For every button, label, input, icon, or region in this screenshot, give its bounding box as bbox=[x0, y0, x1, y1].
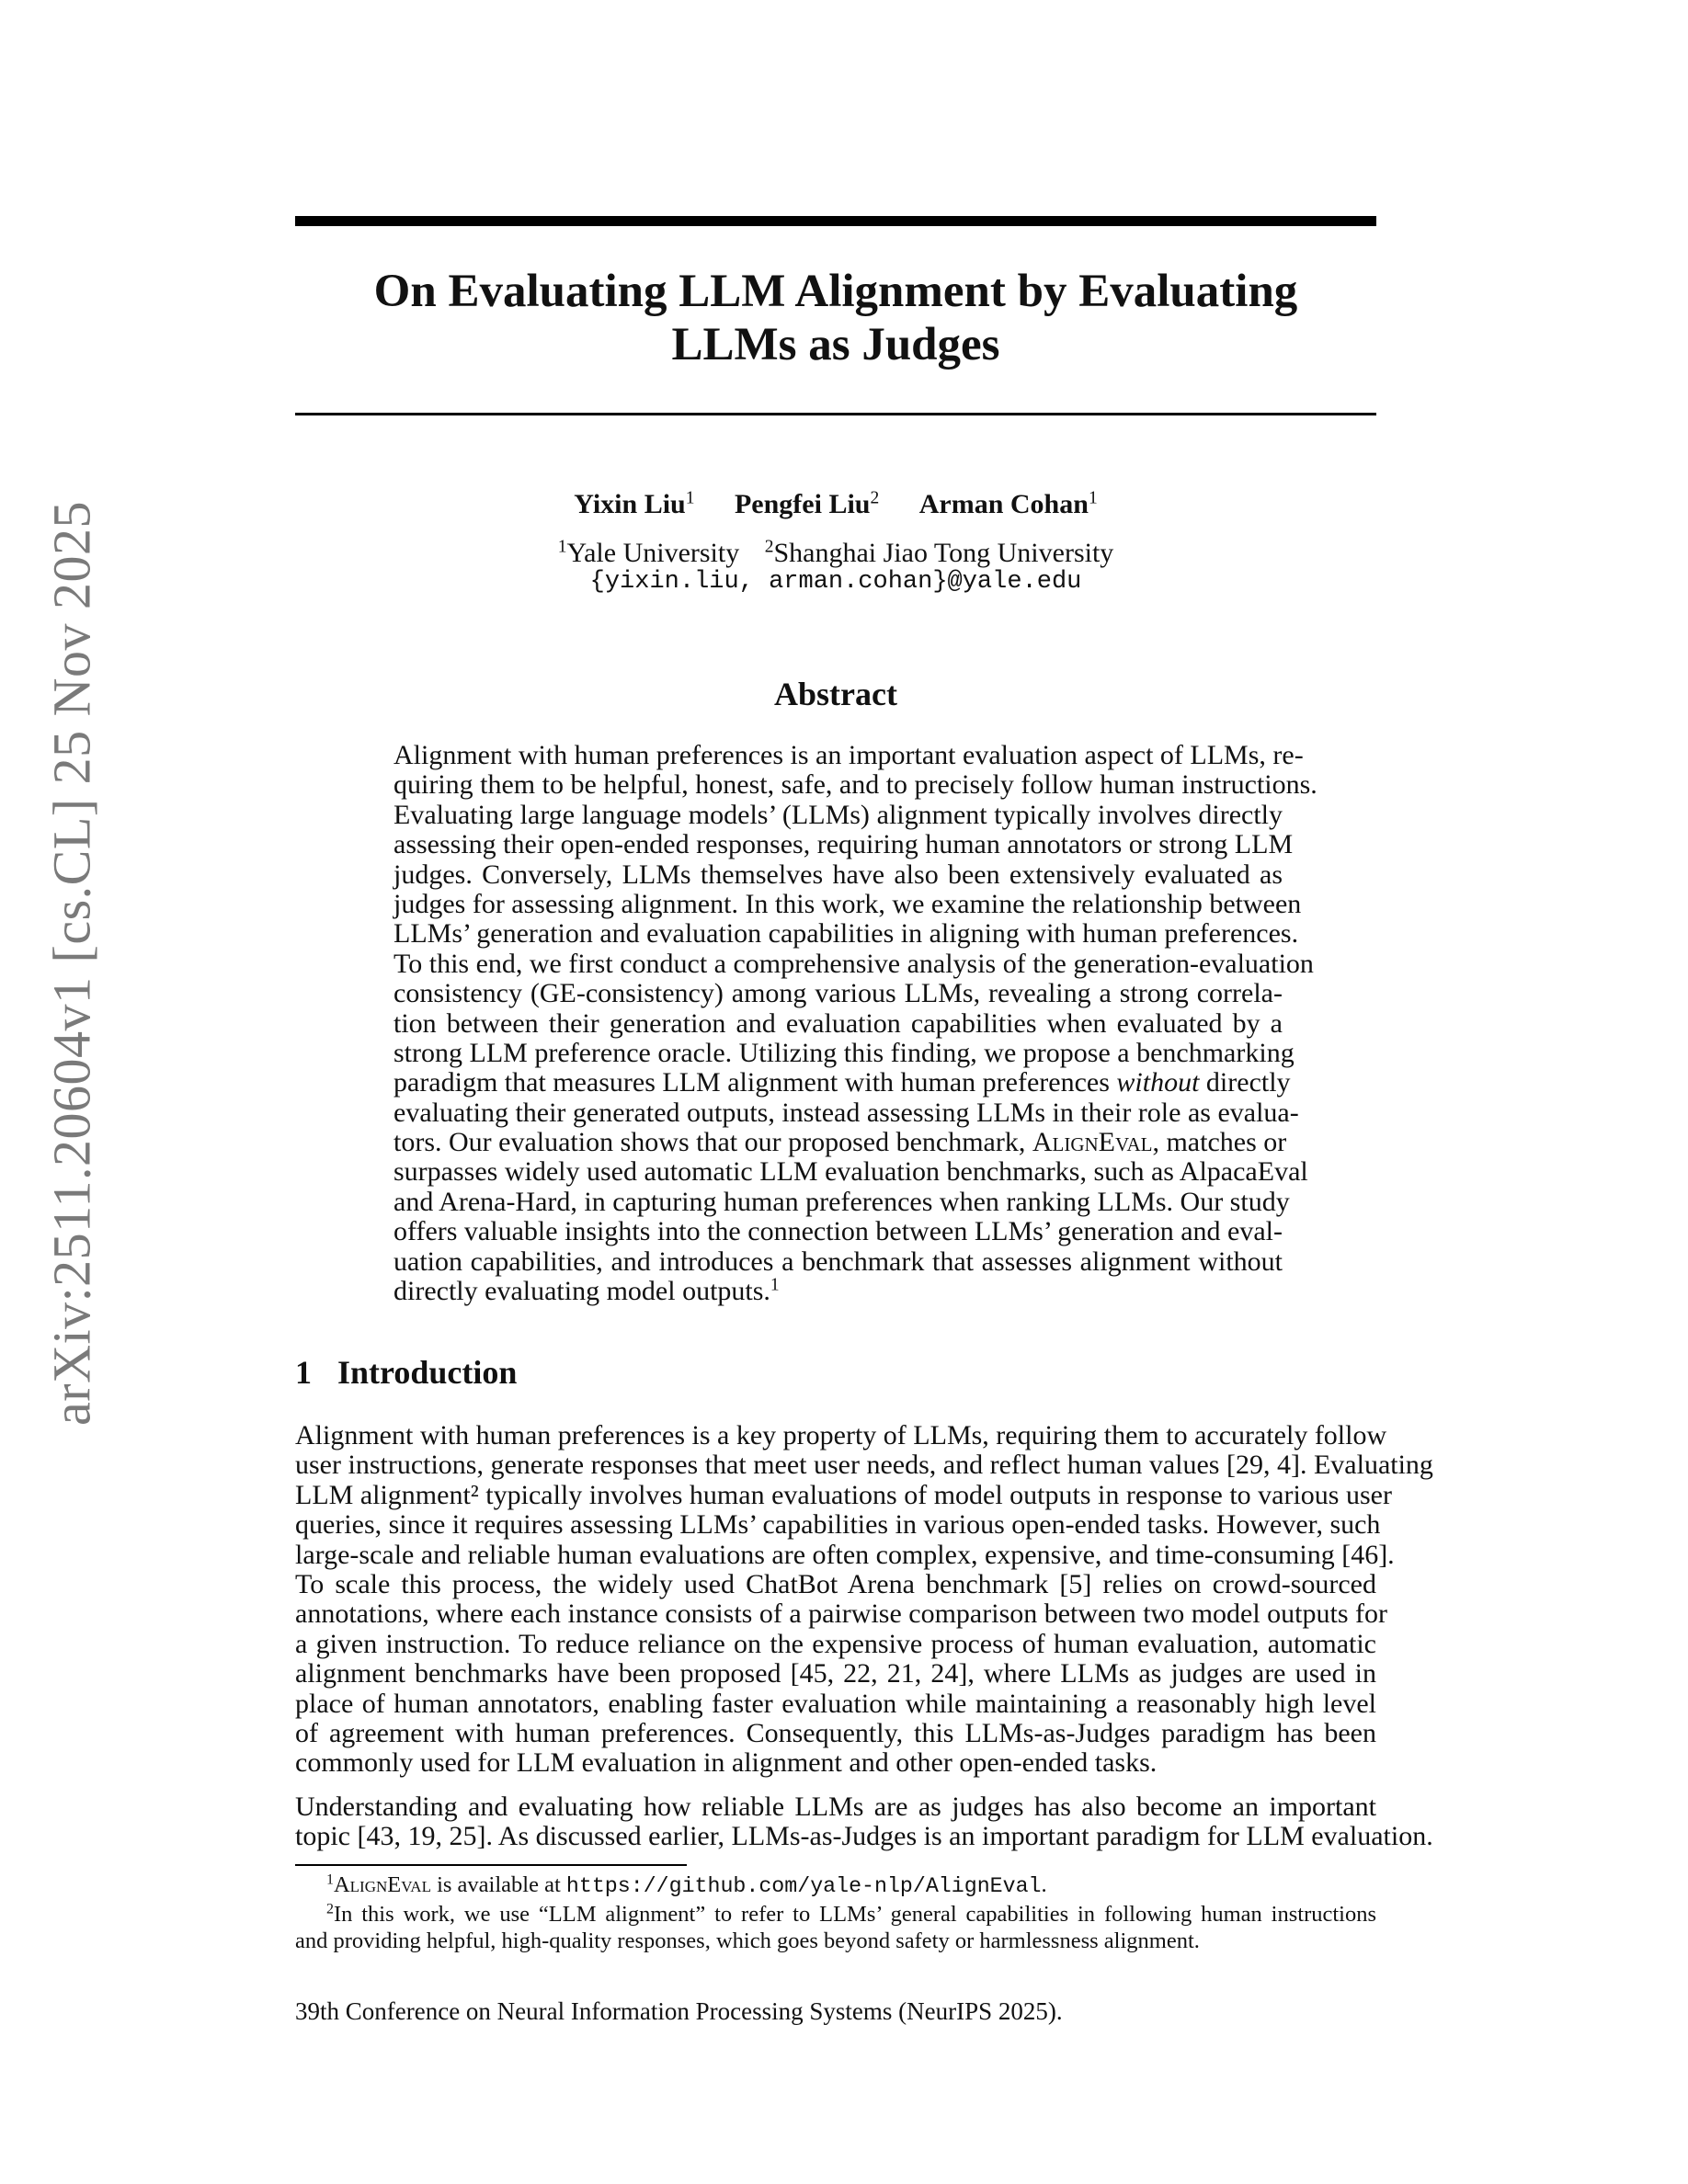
text-line: judges. Conversely, LLMs themselves have also been extensively evaluated as bbox=[393, 859, 1283, 890]
text-line: To this end, we first conduct a comprehensive analysis of the generation-evaluation bbox=[393, 948, 1314, 979]
affiliation: $^2$Shanghai Jiao Tong University bbox=[764, 537, 1114, 568]
text-line: tors. Our evaluation shows that our proposed benchmark, AlignEval, matches or bbox=[393, 1127, 1287, 1158]
text-line: assessing their open-ended responses, requiring human annotators or strong LLM bbox=[393, 829, 1294, 860]
text-line: place of human annotators, enabling faster evaluation while maintaining a reasonably high level bbox=[295, 1688, 1376, 1719]
abstract-body bbox=[393, 740, 1317, 1307]
conference-footer: 39th Conference on Neural Information Processing Systems (NeurIPS 2025). bbox=[295, 1997, 1063, 2025]
text-line: paradigm that measures LLM alignment with human preferences without directly bbox=[393, 1067, 1291, 1098]
text-line: evaluating their generated outputs, instead assessing LLMs in their role as evalua- bbox=[393, 1097, 1299, 1128]
affiliations bbox=[295, 538, 1376, 569]
text-line: and Arena-Hard, in capturing human preferences when ranking LLMs. Our study bbox=[393, 1186, 1290, 1217]
github-link[interactable]: https://github.com/yale-nlp/AlignEval bbox=[565, 1874, 1042, 1898]
text-line: directly evaluating model outputs.$^1$ bbox=[393, 1275, 780, 1307]
text-line: annotations, where each instance consists of a pairwise comparison between two model outputs for bbox=[295, 1598, 1388, 1630]
footnote-1: $^1$AlignEval is available at https://github.com/yale-nlp/AlignEval. bbox=[326, 1871, 1047, 1898]
text-line: surpasses widely used automatic LLM evaluation benchmarks, such as AlpacaEval bbox=[393, 1156, 1308, 1188]
author: Pengfei Liu$^2$ bbox=[734, 488, 880, 519]
text-line: LLMs’ generation and evaluation capabilities in aligning with human preferences. bbox=[393, 918, 1299, 950]
text-line: queries, since it requires assessing LLMs’ capabilities in various open-ended tasks. However, such bbox=[295, 1509, 1381, 1541]
affiliation: $^1$Yale University bbox=[557, 537, 740, 568]
footnote-rule bbox=[295, 1864, 687, 1866]
text-line: Alignment with human preferences is a key property of LLMs, requiring them to accurately follow bbox=[295, 1420, 1387, 1450]
title-bottom-rule bbox=[295, 413, 1376, 415]
arxiv-identifier-stamp: arXiv:2511.20604v1 [cs.CL] 25 Nov 2025 bbox=[41, 501, 102, 1426]
author-email: {yixin.liu, arman.cohan}@yale.edu bbox=[589, 568, 1082, 596]
text-line: topic [43, 19, 25]. As discussed earlier, LLMs-as-Judges is an important paradigm for LLM evaluation. bbox=[295, 1821, 1433, 1852]
text-line: uation capabilities, and introduces a benchmark that assesses alignment without bbox=[393, 1246, 1283, 1277]
section-title: Introduction bbox=[337, 1354, 518, 1391]
text-line: To scale this process, the widely used ChatBot Arena benchmark [5] relies on crowd-sourced bbox=[295, 1568, 1376, 1599]
text-line: commonly used for LLM evaluation in alignment and other open-ended tasks. bbox=[295, 1747, 1158, 1779]
section-number: 1 bbox=[295, 1354, 312, 1391]
text-line: Alignment with human preferences is an important evaluation aspect of LLMs, re- bbox=[393, 740, 1304, 770]
author-list bbox=[295, 489, 1376, 520]
text-line: offers valuable insights into the connection between LLMs’ generation and eval- bbox=[393, 1216, 1283, 1247]
text-line: consistency (GE-consistency) among various LLMs, revealing a strong correla- bbox=[393, 978, 1283, 1009]
paper-title bbox=[295, 265, 1376, 371]
intro-paragraph-2 bbox=[295, 1792, 1433, 1852]
text-line: large-scale and reliable human evaluations are often complex, expensive, and time-consuming [46]. bbox=[295, 1539, 1395, 1570]
abstract-heading: Abstract bbox=[774, 676, 897, 712]
text-line: LLM alignment² typically involves human evaluations of model outputs in response to various user bbox=[295, 1479, 1392, 1510]
text-line: Understanding and evaluating how reliable LLMs are as judges has also become an important bbox=[295, 1792, 1376, 1822]
text-line: tion between their generation and evaluation capabilities when evaluated by a bbox=[393, 1007, 1283, 1039]
text-line: Evaluating large language models’ (LLMs) alignment typically involves directly bbox=[393, 799, 1283, 830]
author: Yixin Liu$^1$ bbox=[574, 488, 695, 519]
footnote-2: $^2$In this work, we use “LLM alignment” to refer to LLMs’ general capabilities in following human instructions and providing helpful, high-quality responses, which goes beyond safety or harmlessness alignment. bbox=[295, 1901, 1376, 1953]
title-top-rule bbox=[295, 216, 1376, 226]
author: Arman Cohan$^1$ bbox=[918, 488, 1098, 519]
text-line: user instructions, generate responses that meet user needs, and reflect human values [29, 4]. Evaluating bbox=[295, 1450, 1433, 1481]
text-line: a given instruction. To reduce reliance on the expensive process of human evaluation, automatic bbox=[295, 1628, 1376, 1659]
text-line: strong LLM preference oracle. Utilizing this finding, we propose a benchmarking bbox=[393, 1037, 1295, 1068]
section-heading-introduction bbox=[295, 1353, 517, 1392]
text-line: judges for assessing alignment. In this work, we examine the relationship between bbox=[393, 888, 1302, 919]
text-line: of agreement with human preferences. Consequently, this LLMs-as-Judges paradigm has been bbox=[295, 1717, 1376, 1748]
intro-paragraph-1 bbox=[295, 1420, 1433, 1779]
text-line: quiring them to be helpful, honest, safe, and to precisely follow human instructions. bbox=[393, 769, 1317, 801]
title-line: LLMs as Judges bbox=[671, 319, 1000, 370]
title-line: On Evaluating LLM Alignment by Evaluating bbox=[373, 266, 1298, 317]
text-line: alignment benchmarks have been proposed [45, 22, 21, 24], where LLMs as judges are used in bbox=[295, 1658, 1376, 1689]
